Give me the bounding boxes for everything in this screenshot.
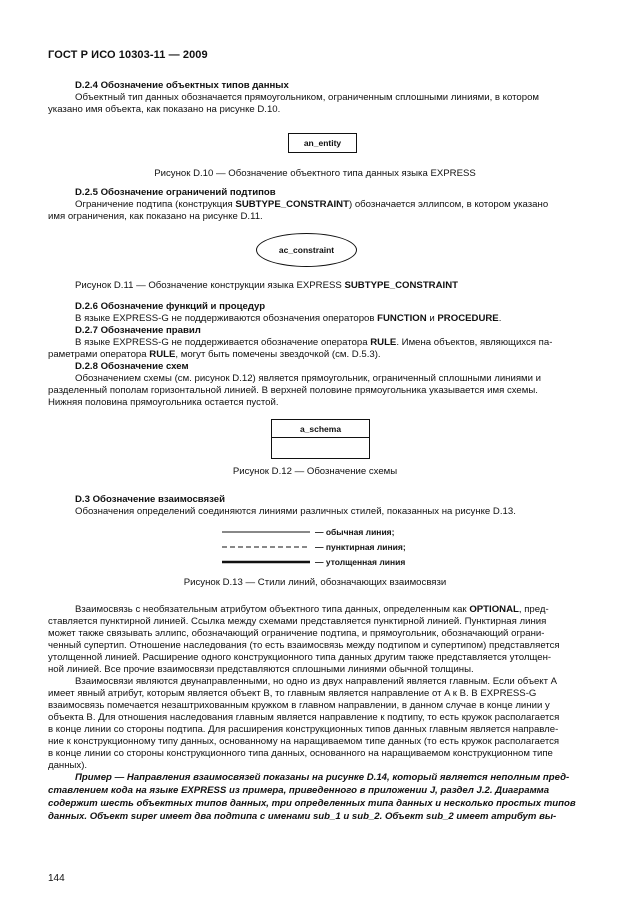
line-styles-figure bbox=[218, 526, 318, 566]
example-line1: Пример — Направления взаимосвязей показаны на рисунке D.14, который является неполным пред- bbox=[75, 772, 570, 783]
para2-line7: в конце линии со стороны конструкционного типа данных, основанного на наращиваемом конструкционном типе bbox=[48, 748, 553, 759]
section-heading-d28: D.2.8 Обозначение схем bbox=[75, 361, 189, 372]
entity-box-figure bbox=[288, 133, 357, 153]
d27-line2: раметрами оператора RULE, могут быть помечены звездочкой (см. D.5.3). bbox=[48, 349, 381, 360]
d28-line1: Обозначением схемы (см. рисунок D.12) является прямоугольник, ограниченный сплошными линиями и bbox=[75, 373, 542, 384]
d28-line3: Нижняя половина прямоугольника остается пустой. bbox=[48, 397, 279, 408]
section-heading-d27: D.2.7 Обозначение правил bbox=[75, 325, 201, 336]
para1-line2: ставляется пунктирной линией. Ссылка между схемами представляется пунктирной линией. Пунктирная линия bbox=[48, 616, 547, 627]
figure-caption-d13: Рисунок D.13 — Стили линий, обозначающих взаимосвязи bbox=[183, 577, 447, 588]
d25-line1: Ограничение подтипа (конструкция SUBTYPE_CONSTRAINT) обозначается эллипсом, в котором указано bbox=[75, 199, 549, 210]
schema-name-half: a_schema bbox=[272, 420, 369, 438]
section-heading-d3: D.3 Обозначение взаимосвязей bbox=[75, 494, 226, 505]
figure-caption-d12: Рисунок D.12 — Обозначение схемы bbox=[232, 466, 398, 477]
d24-line1: Объектный тип данных обозначается прямоугольником, ограниченным сплошными линиями, в котором bbox=[75, 92, 540, 103]
page-number: 144 bbox=[48, 873, 65, 884]
normal-line-label: — обычная линия; bbox=[315, 527, 395, 537]
section-heading-d26: D.2.6 Обозначение функций и процедур bbox=[75, 301, 266, 312]
schema-box-figure bbox=[271, 419, 370, 459]
d26-line1: В языке EXPRESS-G не поддерживаются обозначения операторов FUNCTION и PROCEDURE. bbox=[75, 313, 502, 324]
para2-line4: объекта B. Для отношения наследования главным является направление к подтипу, то есть кружок располагается bbox=[48, 712, 560, 723]
section-heading-d24: D.2.4 Обозначение объектных типов данных bbox=[75, 80, 289, 91]
para1-line1: Взаимосвязь с необязательным атрибутом объектного типа данных, определенным как OPTIONAL, пред- bbox=[75, 604, 549, 615]
para2-line1: Взаимосвязи являются двунаправленными, но одно из двух направлений является главным. Если объект A bbox=[75, 676, 558, 687]
thick-line-label: — утолщенная линия bbox=[315, 557, 406, 567]
d27-line1: В языке EXPRESS-G не поддерживается обозначение оператора RULE. Имена объектов, являющихся па- bbox=[75, 337, 553, 348]
para1-line4: ченный супертип. Отношение наследования (то есть взаимосвязь между подтипом и супертипом) представляется bbox=[48, 640, 560, 651]
example-line2: ставлением кода на языке EXPRESS из примера, приведенного в приложении J, раздел J.2. Диаграмма bbox=[48, 785, 550, 796]
constraint-ellipse-figure bbox=[256, 233, 357, 267]
para2-line5: в конце линии со стороны подтипа. Для расширения конструкционных типов данных главным является направле- bbox=[48, 724, 559, 735]
d3-line1: Обозначения определений соединяются линиями различных стилей, показанных на рисунке D.13. bbox=[75, 506, 516, 517]
para1-line3: может также связывать эллипс, обозначающий ограничение подтипа, и прямоугольник, обозначающий ограни- bbox=[48, 628, 545, 639]
dashed-line-label: — пунктирная линия; bbox=[315, 542, 406, 552]
para2-line2: имеет явный атрибут, которым является объект B, то главным является направление от A к B. В EXPRESS-G bbox=[48, 688, 537, 699]
d24-line2: указано имя объекта, как показано на рисунке D.10. bbox=[48, 104, 281, 115]
d28-line2: разделенный пополам горизонтальной линией. В верхней половине прямоугольника указывается имя схемы. bbox=[48, 385, 538, 396]
entity-label: an_entity bbox=[303, 138, 342, 148]
example-line3: содержит шесть объектных типов данных, три определенных типа данных и несколько простых типов bbox=[48, 798, 576, 809]
constraint-label: ac_constraint bbox=[278, 245, 335, 255]
example-line4: данных. Объект super имеет два подтипа с именами sub_1 и sub_2. Объект sub_2 имеет атрибут вы- bbox=[48, 811, 557, 822]
para2-line6: ние к конструкционному типу данных, основанному на наращиваемом типе данных (то есть кружок располагается bbox=[48, 736, 560, 747]
document-header: ГОСТ Р ИСО 10303-11 — 2009 bbox=[48, 49, 208, 61]
para2-line3: взаимосвязь помечается незаштрихованным кружком в главном направлении, в данном случае в конце линии у bbox=[48, 700, 550, 711]
d25-line2: имя ограничения, как показано на рисунке D.11. bbox=[48, 211, 263, 222]
figure-caption-d11: Рисунок D.11 — Обозначение конструкции языка EXPRESS SUBTYPE_CONSTRAINT bbox=[75, 280, 458, 291]
para1-line5: утолщенной линией. Расширение одного конструкционного типа данных другим также представляется утолщен- bbox=[48, 652, 552, 663]
para1-line6: ной линией. Все прочие взаимосвязи представляются сплошными линиями обычной толщины. bbox=[48, 664, 474, 675]
figure-caption-d10: Рисунок D.10 — Обозначение объектного типа данных языка EXPRESS bbox=[154, 168, 476, 179]
para2-line8: данных). bbox=[48, 760, 88, 771]
section-heading-d25: D.2.5 Обозначение ограничений подтипов bbox=[75, 187, 276, 198]
